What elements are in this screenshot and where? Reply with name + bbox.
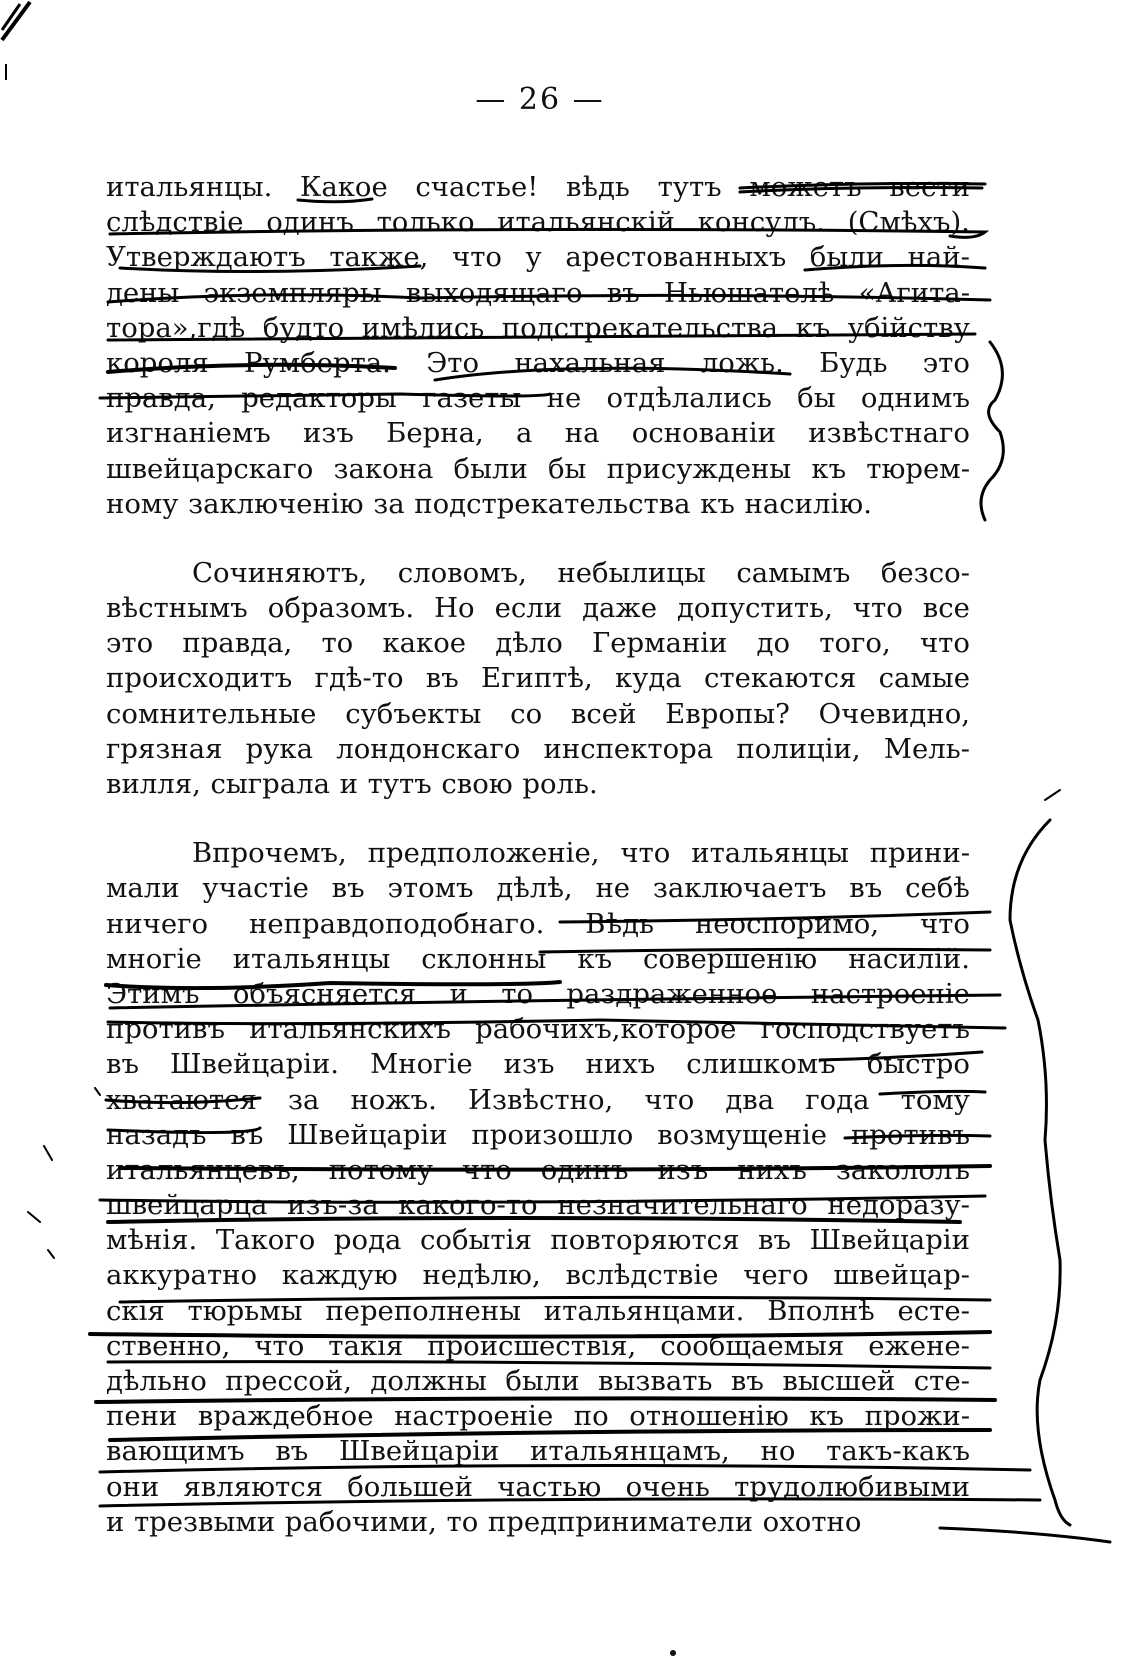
text-line: мали участіе въ этомъ дѣлѣ, не заключаетъ въ себѣ bbox=[106, 872, 970, 905]
text-line: вающимъ въ Швейцаріи итальянцамъ, но такъ-какъ bbox=[106, 1435, 970, 1468]
text-line: это правда, то какое дѣло Германіи до того, что bbox=[106, 627, 970, 660]
pen-tick bbox=[28, 1088, 100, 1258]
text-line: тора»,гдѣ будто имѣлись подстрекательства къ убійству bbox=[106, 311, 970, 344]
text-line: грязная рука лондонскаго инспектора полиціи, Мель- bbox=[106, 732, 970, 765]
pen-margin-bracket bbox=[1010, 820, 1070, 1525]
text-line: дѣльно прессой, должны были вызвать въ высшей сте- bbox=[106, 1365, 970, 1397]
text-line: и трезвыми рабочими, то предприниматели охотно bbox=[106, 1505, 862, 1538]
text-line: правда, редакторы газеты не отдѣлались бы однимъ bbox=[106, 382, 970, 415]
text-line: они являются большей частью очень трудолюбивыми bbox=[106, 1470, 970, 1503]
text-line: Этимъ объясняется и то раздраженное настроеніе bbox=[106, 977, 970, 1010]
corner-pen-mark bbox=[0, 0, 40, 80]
text-line: швейцарскаго закона были бы присуждены къ тюрем- bbox=[106, 452, 970, 485]
paragraph-gap bbox=[106, 522, 970, 556]
pen-stroke bbox=[1045, 790, 1060, 800]
text-line: мѣнія. Такого рода событія повторяются въ Швейцаріи bbox=[106, 1224, 970, 1257]
text-line: изгнаніемъ изъ Берна, а на основаніи извѣстнаго bbox=[106, 417, 970, 450]
text-body bbox=[106, 170, 970, 1540]
text-line: Утверждаютъ также, что у арестованныхъ были най- bbox=[106, 241, 970, 274]
text-line: пени враждебное настроеніе по отношенію къ прожи- bbox=[106, 1400, 970, 1433]
paragraph bbox=[106, 556, 970, 802]
paragraph bbox=[106, 170, 970, 522]
text-line: итальянцы. Какое счастье! вѣдь тутъ можетъ вести bbox=[106, 171, 970, 203]
text-line: итальянцевъ, потому что одинъ изъ нихъ закололъ bbox=[106, 1153, 970, 1186]
text-line: ному заключенію за подстрекательства къ насилію. bbox=[106, 487, 872, 520]
ink-dot bbox=[670, 1650, 676, 1656]
text-line: Впрочемъ, предположеніе, что итальянцы прини- bbox=[192, 837, 970, 870]
paragraph-gap bbox=[106, 802, 970, 836]
text-line: аккуратно каждую недѣлю, вслѣдствіе чего швейцар- bbox=[106, 1259, 970, 1292]
text-line: швейцарца изъ-за какого-то незначительнаго недоразу- bbox=[106, 1189, 970, 1222]
pen-margin-bracket bbox=[981, 342, 1003, 520]
text-line: короля Румберта. Это нахальная ложь. Будь это bbox=[106, 346, 970, 379]
text-line: сомнительные субъекты со всей Европы? Очевидно, bbox=[106, 697, 970, 730]
text-line: въ Швейцаріи. Многіе изъ нихъ слишкомъ быстро bbox=[106, 1048, 970, 1081]
text-line: ничего неправдоподобнаго. Вѣдь неоспоримо, что bbox=[106, 907, 970, 940]
text-line: вѣстнымъ образомъ. Но если даже допустить, что все bbox=[106, 592, 970, 625]
paragraph bbox=[106, 836, 970, 1540]
text-line: происходитъ гдѣ-то въ Египтѣ, куда стекаются самые bbox=[106, 662, 970, 695]
text-line: дены экземпляры выходящаго въ Ньюшателѣ «Агита- bbox=[106, 276, 970, 309]
text-line: ственно, что такія происшествія, сообщаемыя еженe- bbox=[106, 1329, 970, 1362]
text-line: многіе итальянцы склонны къ совершенію насилій. bbox=[106, 942, 970, 975]
text-line: хватаются за ножъ. Извѣстно, что два года тому bbox=[106, 1083, 970, 1116]
text-line: скія тюрьмы переполнены итальянцами. Вполнѣ есте- bbox=[106, 1294, 970, 1327]
text-line: Сочиняютъ, словомъ, небылицы самымъ безсо- bbox=[192, 556, 970, 589]
text-line: противъ итальянскихъ рабочихъ,которое господствуетъ bbox=[106, 1013, 970, 1046]
text-line: вилля, сыграла и тутъ свою роль. bbox=[106, 768, 598, 800]
page-number: — 26 — bbox=[475, 82, 605, 117]
text-line: назадъ въ Швейцаріи произошло возмущеніе противъ bbox=[106, 1118, 970, 1151]
text-line: слѣдствіе одинъ только итальянскій консулъ. (Смѣхъ). bbox=[106, 206, 970, 239]
